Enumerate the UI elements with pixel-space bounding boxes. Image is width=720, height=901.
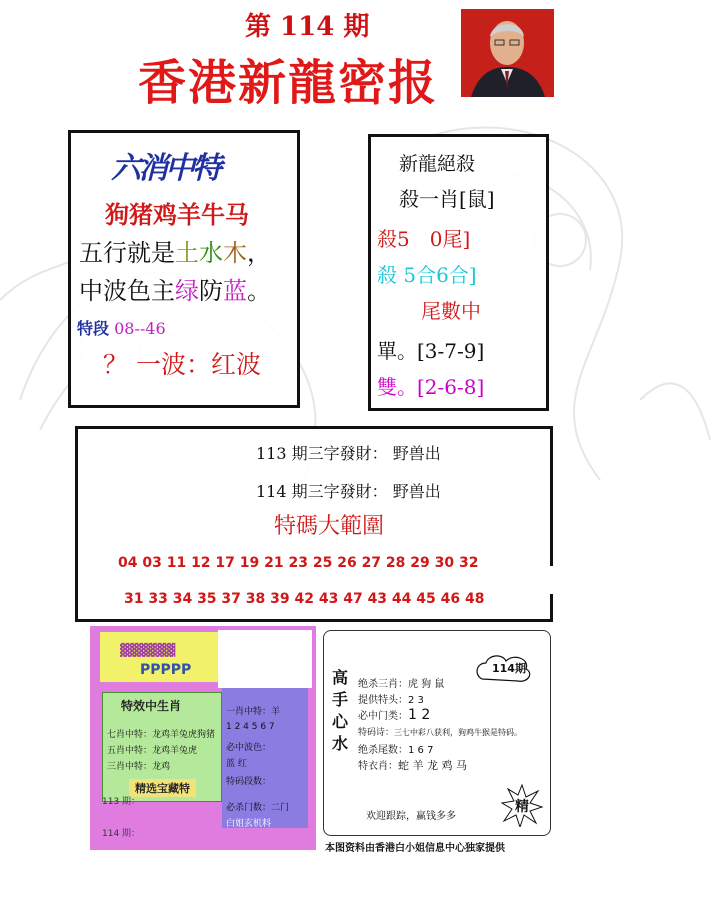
- pick-line-1: [358, 675, 444, 690]
- info-6: 必杀门数：二门: [226, 803, 290, 813]
- svg-text:PPPPP: PPPPP: [140, 662, 192, 678]
- pick-line-6: [358, 757, 467, 773]
- pick-value-5: 1 6 7: [408, 745, 434, 756]
- note-114: 114 期：: [102, 829, 141, 839]
- range-title: 特碼大範圍: [274, 514, 385, 539]
- range-row-2: 31 33 34 35 37 38 39 42 43 47 43 44 45 46 48: [124, 591, 485, 607]
- bottom-left-panel: [90, 626, 316, 850]
- info-3: 必中波色：: [226, 743, 272, 753]
- info-1: 一肖中特：羊: [226, 707, 281, 717]
- note-113: 113 期：: [102, 797, 141, 807]
- pick-label-1: 绝杀三肖：: [358, 679, 408, 690]
- special-range-value: 08--46: [114, 319, 166, 338]
- element-earth: 土: [175, 239, 199, 267]
- zodiac-list: 狗猪鸡羊牛马: [105, 200, 249, 229]
- special-range-label: 特段: [77, 319, 110, 338]
- element-wood: 木: [223, 239, 247, 267]
- wave-alt-color: 蓝: [223, 277, 247, 305]
- info-column: [222, 688, 308, 828]
- card-title: 特效中生肖: [121, 699, 182, 713]
- five-elements-suffix: ，: [247, 239, 271, 267]
- person-photo-icon: [461, 9, 554, 97]
- wave-main-color: 绿: [175, 277, 199, 305]
- kill-combo: 殺 5合6合]: [377, 263, 477, 287]
- pick-value-4: 三七中彩八获利，狗鸡牛猴是特码。: [394, 728, 523, 737]
- pick-label-3: 必中门类：: [358, 711, 408, 722]
- element-water: 水: [199, 239, 223, 267]
- credit-line: 本图资料由香港白小姐信息中心独家提供: [325, 843, 505, 854]
- card-row-3: 三肖中特：龙鸡: [107, 762, 171, 772]
- six-zodiac-box: [68, 130, 300, 408]
- white-corner: [218, 630, 312, 688]
- pick-label-6: 特衣肖：: [358, 761, 398, 772]
- pick-value-3: 1 2: [408, 707, 431, 723]
- info-2: 1 2 4 5 6 7: [226, 722, 275, 732]
- one-wave-line: ？ 一波：红波: [103, 350, 261, 379]
- pick-line-3: [358, 707, 430, 723]
- special-range-line: [77, 316, 166, 339]
- special-range-box: [75, 426, 553, 622]
- range-row-1: 04 03 11 12 17 19 21 23 25 26 27 28 29 30 32: [118, 555, 479, 571]
- stamp-text: 精: [515, 799, 529, 815]
- pick-line-2: [358, 691, 424, 706]
- pick-line-4: [358, 725, 522, 738]
- zodiac-card: [102, 692, 222, 802]
- master-pick-box: [323, 630, 551, 836]
- pick-line-5: [358, 741, 433, 756]
- page-title: 香港新龍密报: [138, 55, 439, 111]
- cloud-badge: [476, 653, 532, 683]
- info-5: 特码段数：: [226, 777, 272, 787]
- issue-114-phrase: 114 期三字發財： 野兽出: [256, 482, 441, 501]
- pick-value-2: 2 3: [408, 695, 424, 706]
- wave-mid: 防: [199, 277, 223, 305]
- info-4: 蓝 红: [226, 759, 247, 769]
- box1-heading: 六消中特: [111, 151, 219, 186]
- even-tails: 雙。[2-6-8]: [377, 375, 485, 399]
- issue-number: 第 114 期: [245, 12, 370, 42]
- burst-stamp: [500, 783, 544, 827]
- pick-value-1: 虎 狗 鼠: [408, 679, 445, 690]
- pick-label-2: 提供特头：: [358, 695, 408, 706]
- five-elements-prefix: 五行就是: [79, 239, 175, 267]
- odd-tails: 單。[3-7-9]: [377, 339, 485, 363]
- svg-text:▓▓▓▓▓▓: ▓▓▓▓▓▓: [120, 643, 176, 657]
- issue-113-phrase: 113 期三字發財： 野兽出: [256, 444, 441, 463]
- box2-heading: 新龍絕殺: [399, 153, 476, 175]
- pick-value-6: 蛇 羊 龙 鸡 马: [398, 759, 467, 772]
- info-7: 白姐玄机料: [226, 819, 272, 829]
- tail-hit-heading: 尾數中: [421, 299, 481, 323]
- kill-zodiac: 殺一肖[鼠]: [399, 187, 495, 211]
- badge-text: 114期: [492, 662, 526, 675]
- kill-tail: 殺5 0尾]: [377, 227, 471, 251]
- wave-prefix: 中波色主: [79, 277, 175, 305]
- card-row-2: 五肖中特：龙鸡羊兔虎: [107, 746, 198, 756]
- presenter-portrait: [461, 9, 554, 97]
- pick-label-5: 绝杀尾数：: [358, 745, 408, 756]
- wave-color-line: [79, 271, 271, 306]
- wave-suffix: 。: [247, 277, 271, 305]
- vertical-title: 高手心水: [332, 668, 349, 753]
- five-elements-line: [79, 233, 271, 268]
- welcome-line: 欢迎跟踪，赢钱多多: [366, 811, 456, 822]
- new-dragon-kill-box: [368, 134, 549, 411]
- card-subtitle: 精选宝藏特: [129, 779, 196, 797]
- pick-label-4: 特码诗：: [358, 728, 395, 738]
- card-row-1: 七肖中特：龙鸡羊兔虎狗猪: [107, 730, 216, 740]
- white-patch: [536, 566, 560, 594]
